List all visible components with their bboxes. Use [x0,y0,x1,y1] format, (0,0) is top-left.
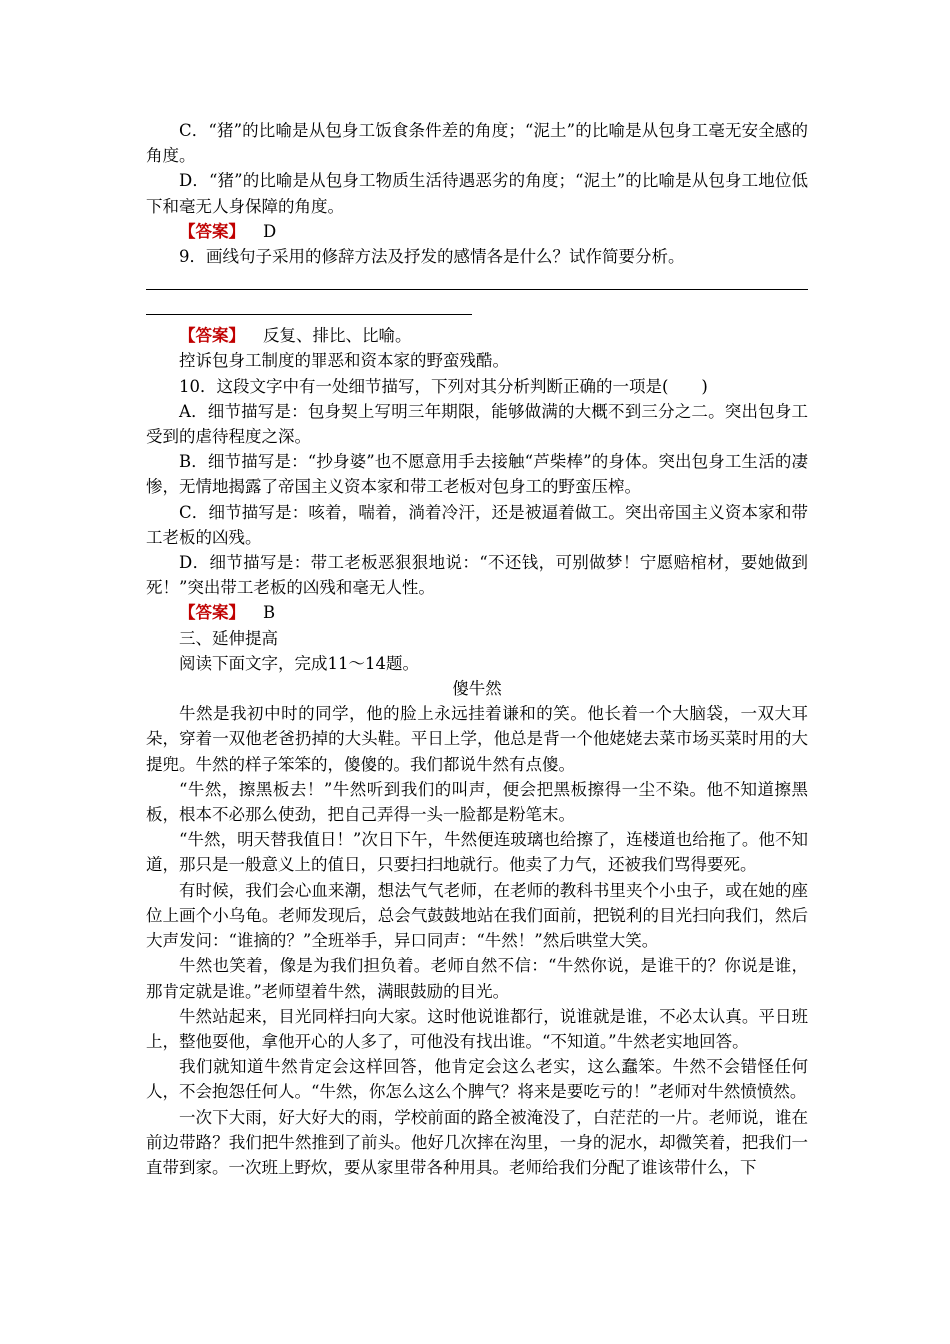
story-paragraph: 有时候，我们会心血来潮，想法气气老师，在老师的教科书里夹个小虫子，或在她的座位上画个小乌龟。老师发现后，总会气鼓鼓地站在我们面前，把锐利的目光扫向我们，然后大声发问：“谁摘的？”全班举手，异口同声：“牛然！”然后哄堂大笑。 [146,880,808,951]
q9-answer [146,323,808,348]
answer-blank-line [146,289,808,290]
story-paragraph: 牛然也笑着，像是为我们担负着。老师自然不信：“牛然你说，是谁干的？你说是谁，那肯定就是谁。”老师望着牛然，满眼鼓励的目光。 [146,956,808,1001]
story-paragraph: “牛然，擦黑板去！”牛然听到我们的叫声，便会把黑板擦得一尘不染。他不知道擦黑板，根本不必那么使劲，把自己弄得一头一脸都是粉笔末。 [146,779,808,825]
q10-answer [146,600,808,625]
q9-answer-line2: 控诉包身工制度的罪恶和资本家的野蛮残酷。 [179,351,509,371]
story-paragraph: 牛然是我初中时的同学，他的脸上永远挂着谦和的笑。他长着一个大脑袋，一双大耳朵，穿着一双他老爸扔掉的大头鞋。平日上学，他总是背一个他姥姥去菜市场买菜时用的大提兜。牛然的样子笨笨的，傻傻的。我们都说牛然有点傻。 [146,704,808,774]
q10-option-c: C．细节描写是：咳着，喘着，淌着冷汗，还是被逼着做工。突出帝国主义资本家和带工老板的凶残。 [146,502,808,547]
question-10: 10．这段文字中有一处细节描写，下列对其分析判断正确的一项是( ) [179,376,708,396]
story-paragraph: 一次下大雨，好大好大的雨，学校前面的路全被淹没了，白茫茫的一片。老师说，谁在前边带路？我们把牛然推到了前头。他好几次摔在沟里，一身的泥水，却微笑着，把我们一直带到家。一次班上野炊，要从家里带各种用具。老师给我们分配了谁该带什么，下 [146,1107,808,1177]
q10-option-a: A．细节描写是：包身契上写明三年期限，能够做满的大概不到三分之二。突出包身工受到的虐待程度之深。 [146,401,808,447]
question-9: 9．画线句子采用的修辞方法及抒发的感情各是什么？试作简要分析。 [179,247,685,267]
q10-option-b: B．细节描写是：“抄身婆”也不愿意用手去接触“芦柴棒”的身体。突出包身工生活的凄惨，无情地揭露了帝国主义资本家和带工老板对包身工的野蛮压榨。 [146,452,808,497]
document-page [146,118,808,1180]
q8-option-d: D．“猪”的比喻是从包身工物质生活待遇恶劣的角度；“泥土”的比喻是从包身工地位低下和毫无人身保障的角度。 [146,171,808,216]
q8-answer-value: D [263,221,277,241]
section-heading: 三、延伸提高 [179,628,278,648]
section-instruction: 阅读下面文字，完成11～14题。 [179,653,419,673]
q10-option-d: D．细节描写是：带工老板恶狠狠地说：“不还钱，可别做梦！宁愿赔棺材，要她做到死！”突出带工老板的凶残和毫无人性。 [146,553,808,598]
answer-label: 【答案】 [179,326,245,346]
story-title: 傻牛然 [452,679,502,699]
q8-option-c: C．“猪”的比喻是从包身工饭食条件差的角度；“泥土”的比喻是从包身工毫无安全感的角度。 [146,121,808,166]
story-paragraph: 牛然站起来，目光同样扫向大家。这时他说谁都行，说谁就是谁，不必太认真。平日班上，整他耍他，拿他开心的人多了，可他没有找出谁。“不知道。”牛然老实地回答。 [146,1006,808,1051]
story-paragraph: 我们就知道牛然肯定会这样回答，他肯定会这么老实，这么蠢笨。牛然不会错怪任何人，不会抱怨任何人。“牛然，你怎么这么个脾气？将来是要吃亏的！”老师对牛然愤愤然。 [146,1057,808,1102]
q10-answer-value: B [263,603,276,623]
answer-blank-line [146,314,472,315]
answer-label: 【答案】 [179,221,245,241]
q8-answer [146,219,808,244]
story-paragraph: “牛然，明天替我值日！”次日下午，牛然便连玻璃也给擦了，连楼道也给拖了。他不知道，那只是一般意义上的值日，只要扫扫地就行。他卖了力气，还被我们骂得要死。 [146,830,808,875]
q9-answer-line1: 反复、排比、比喻。 [263,326,412,346]
answer-label: 【答案】 [179,603,245,623]
